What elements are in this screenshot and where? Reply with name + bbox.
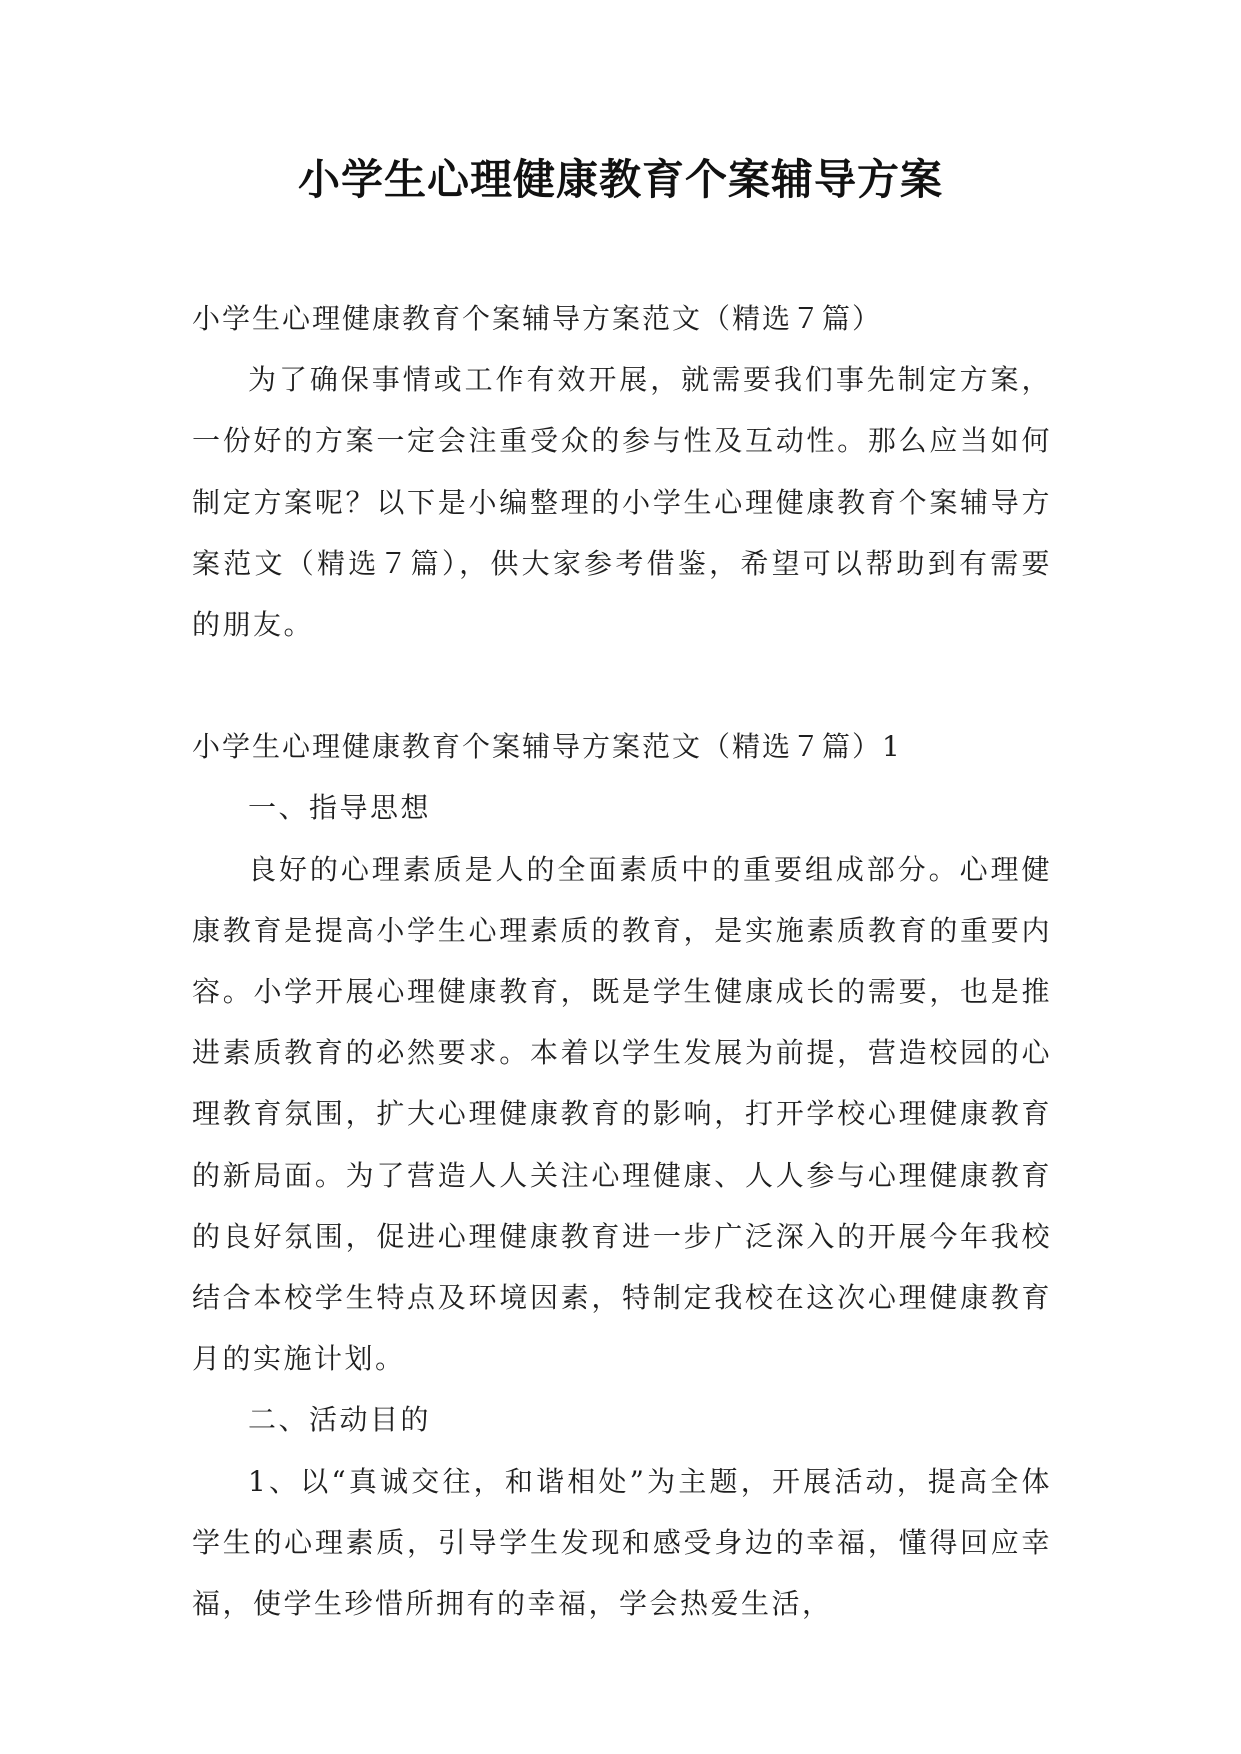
paragraph-guiding-ideology: 良好的心理素质是人的全面素质中的重要组成部分。心理健康教育是提高小学生心理素质的教育，是实施素质教育的重要内容。小学开展心理健康教育，既是学生健康成长的需要，也是推进素质教育的必然要求。本着以学生发展为前提，营造校园的心理教育氛围，扩大心理健康教育的影响，打开学校心理健康教育的新局面。为了营造人人关注心理健康、人人参与心理健康教育的良好氛围，促进心理健康教育进一步广泛深入的开展今年我校结合本校学生特点及环境因素，特制定我校在这次心理健康教育月的实施计划。	[192, 852, 1052, 1376]
paragraph-gap	[192, 655, 1052, 716]
intro-subtitle: 小学生心理健康教育个案辅导方案范文（精选７篇）	[192, 302, 883, 335]
heading-guiding-ideology: 一、指导思想	[248, 791, 432, 825]
heading-activity-purpose: 二、活动目的	[248, 1403, 432, 1437]
section-title: 小学生心理健康教育个案辅导方案范文（精选７篇）1	[192, 730, 902, 764]
paragraph-activity-purpose: 1、以“真诚交往，和谐相处”为主题，开展活动，提高全体学生的心理素质，引导学生发现和感受身边的幸福，懂得回应幸福，使学生珍惜所拥有的幸福，学会热爱生活，	[192, 1464, 1052, 1621]
document-title: 小学生心理健康教育个案辅导方案	[297, 155, 943, 204]
intro-paragraph: 为了确保事情或工作有效开展，就需要我们事先制定方案，一份好的方案一定会注重受众的参与性及互动性。那么应当如何制定方案呢？以下是小编整理的小学生心理健康教育个案辅导方案范文（精选７篇），供大家参考借鉴，希望可以帮助到有需要的朋友。	[192, 363, 1052, 642]
document-body	[192, 288, 1052, 1634]
